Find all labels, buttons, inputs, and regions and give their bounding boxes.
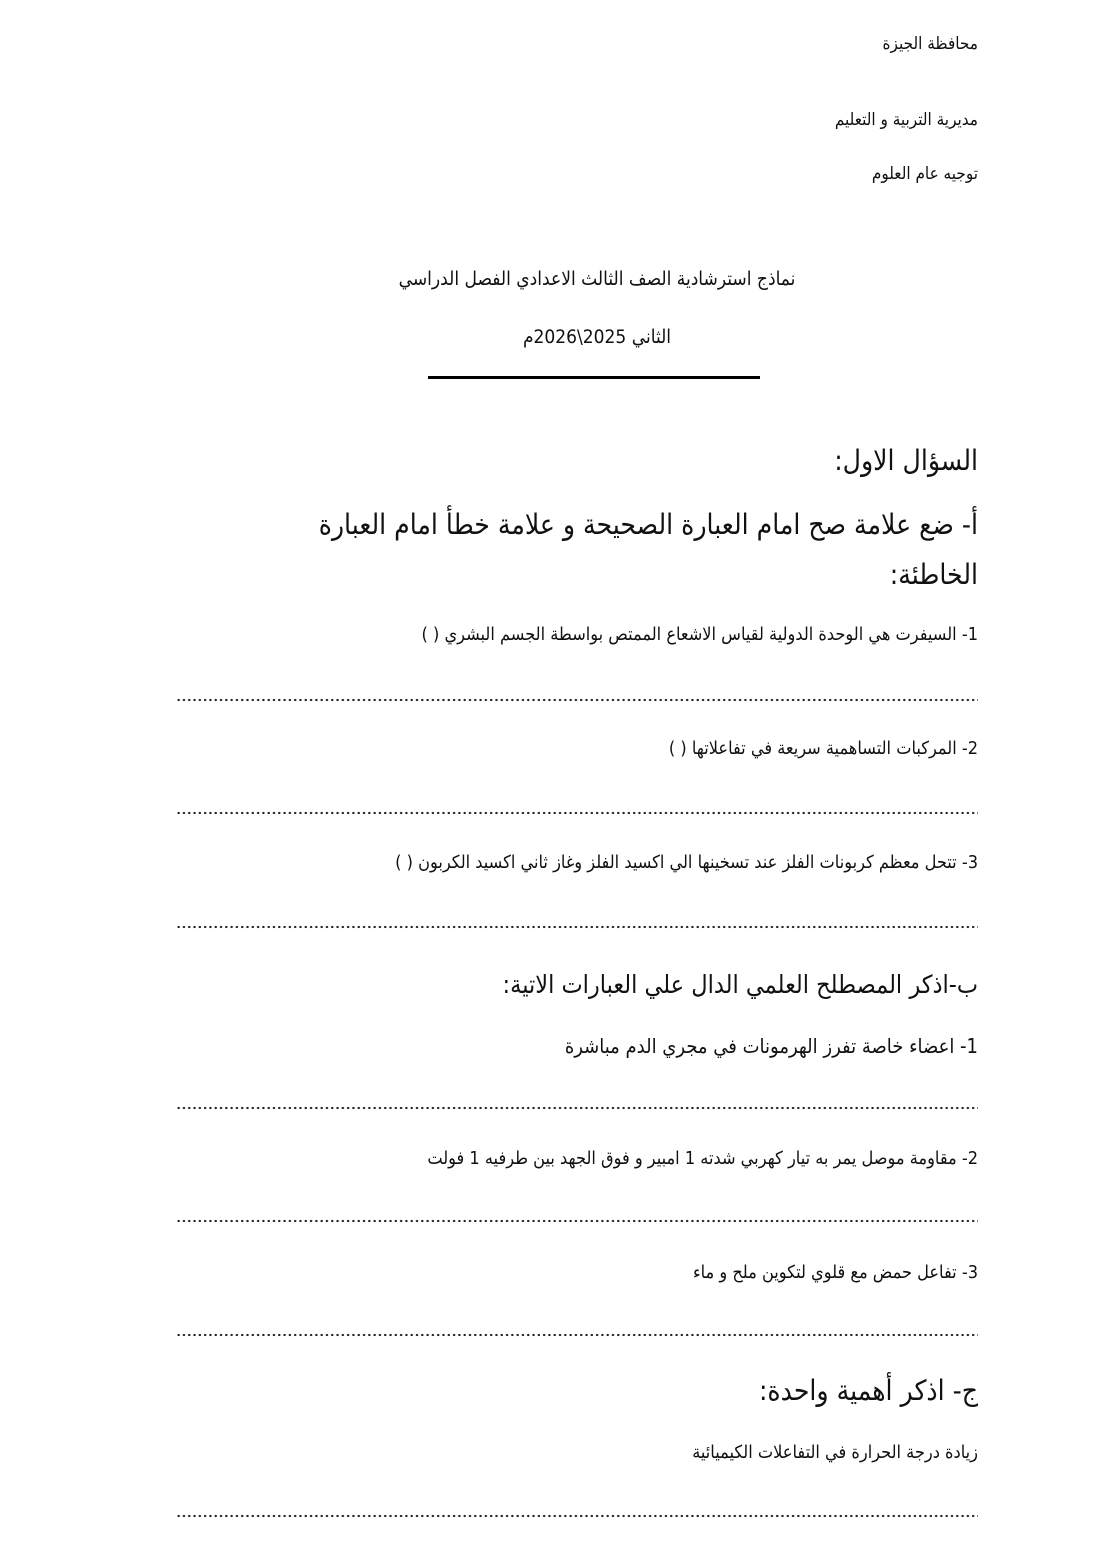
answer-line [176,1106,978,1110]
term-item-1: 1- اعضاء خاصة تفرز الهرمونات في مجري الدم مباشرة [564,1034,978,1058]
true-false-item-1: 1- السيفرت هي الوحدة الدولية لقياس الاشعاع الممتص بواسطة الجسم البشري ( ) [421,624,978,645]
true-false-item-3: 3- تتحل معظم كربونات الفلز عند تسخينها الي اكسيد الفلز وغاز ثاني اكسيد الكربون ( ) [395,852,978,873]
importance-item-1: زيادة درجة الحرارة في التفاعلات الكيميائية [692,1442,978,1463]
section-c-instruction: ج- اذكر أهمية واحدة: [758,1374,978,1407]
governorate-label: محافظة الجيزة [882,34,978,54]
section-b-instruction: ب-اذكر المصطلح العلمي الدال علي العبارات الاتية: [502,970,978,999]
answer-line [176,1219,978,1223]
true-false-item-2: 2- المركبات التساهمية سريعة في تفاعلاتها ( ) [668,738,978,759]
answer-line [176,698,978,702]
term-item-3: 3- تفاعل حمض مع قلوي لتكوين ملح و ماء [693,1262,978,1283]
answer-line [176,811,978,815]
directorate-label: مديرية التربية و التعليم [834,110,978,130]
term-item-2: 2- مقاومة موصل يمر به تيار كهربي شدته 1 امبير و فوق الجهد بين طرفيه 1 فولت [427,1148,978,1169]
title-underline [428,376,760,379]
section-a-instruction: أ- ضع علامة صح امام العبارة الصحيحة و علامة خطأ امام العبارة [318,508,978,541]
supervision-label: توجيه عام العلوم [871,164,978,184]
section-a-instruction-cont: الخاطئة: [889,558,978,591]
answer-line [176,925,978,929]
question1-heading: السؤال الاول: [834,444,978,477]
answer-line [176,1514,978,1518]
exam-title-line2: الثاني 2025\2026م [522,326,672,348]
answer-line [176,1333,978,1337]
exam-title-line1: نماذج استرشادية الصف الثالث الاعدادي الفصل الدراسي [398,268,796,290]
